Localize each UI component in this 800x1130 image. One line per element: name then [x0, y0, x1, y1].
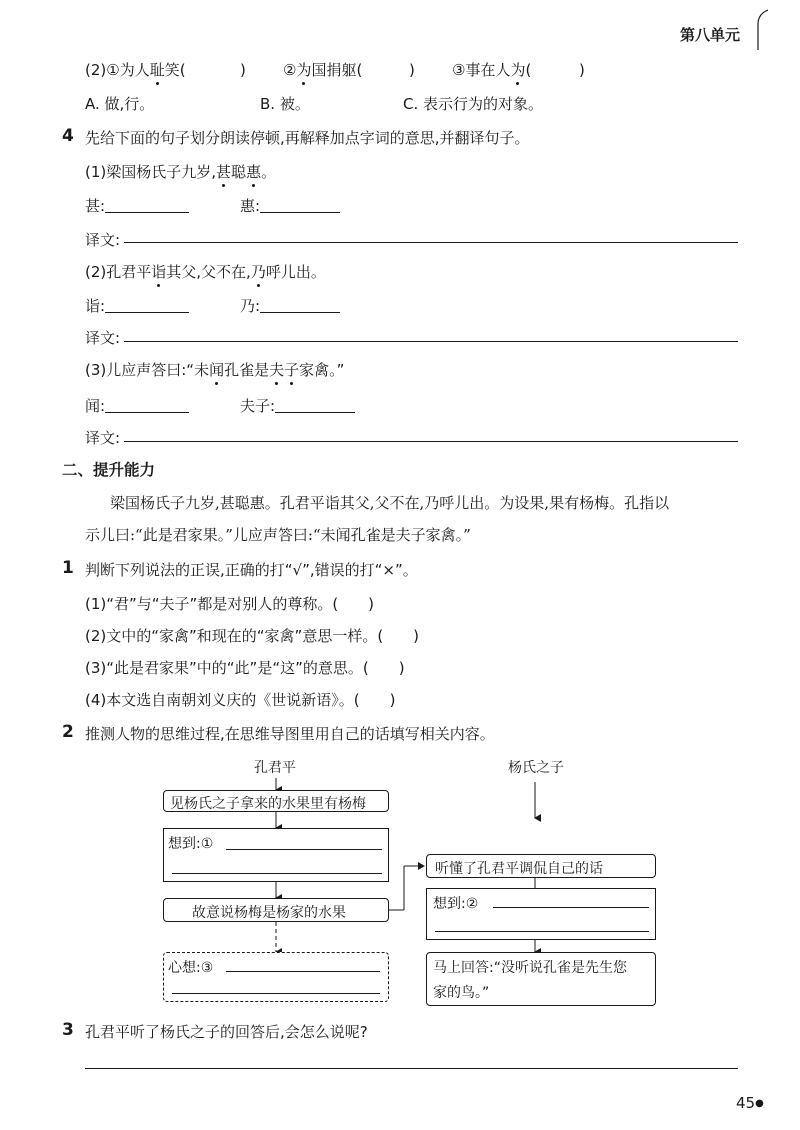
q4-s3-translation-label: 译文: [85, 429, 121, 447]
q2-number: 2 [62, 722, 74, 742]
mindmap-right-head: 杨氏之子 [508, 760, 564, 776]
q2-prompt: 推测人物的思维过程,在思维导图里用自己的话填写相关内容。 [85, 725, 495, 743]
mindmap-box-heart: 心想:③ [163, 952, 389, 1002]
q4-s2-translation-label: 译文: [85, 329, 121, 347]
q-prev-part2-close-a: ) [240, 61, 246, 79]
q4-s2-word2: 乃: [240, 296, 340, 316]
passage-line-1: 梁国杨氏子九岁,甚聪惠。孔君平诣其父,父不在,乃呼儿出。为设果,果有杨梅。孔指以 [110, 494, 670, 512]
think2-line-2[interactable] [435, 931, 649, 932]
q4-sentence-1: (1)梁国杨氏子九岁,甚聪惠。 [85, 163, 277, 181]
think2-line-1[interactable] [493, 907, 649, 908]
q1-prompt: 判断下列说法的正误,正确的打“√”,错误的打“×”。 [85, 561, 418, 579]
q4-s3-word2: 夫子: [240, 396, 355, 416]
q-prev-part2-close-b: ) [409, 61, 415, 79]
mindmap-box-see: 见杨氏之子拿来的水果里有杨梅 [163, 790, 389, 812]
q-prev-part2-c: ③事在人为( [452, 61, 532, 79]
q-prev-part2: (2)①为人耻笑( [85, 61, 186, 79]
q4-sentence-3: (3)儿应声答曰:“未闻孔雀是夫子家禽。” [85, 361, 345, 379]
q4-prompt: 先给下面的句子划分朗读停顿,再解释加点字词的意思,并翻译句子。 [85, 129, 530, 147]
mindmap-box-understand: 听懂了孔君平调侃自己的话 [426, 854, 656, 878]
passage-line-2: 示儿曰:“此是君家果。”儿应声答曰:“未闻孔雀是夫子家禽。” [85, 526, 471, 544]
q4-number: 4 [62, 126, 74, 146]
q3-number: 3 [62, 1020, 74, 1040]
q3-prompt: 孔君平听了杨氏之子的回答后,会怎么说呢? [85, 1023, 368, 1041]
q3-answer-line[interactable] [85, 1068, 738, 1069]
q4-s3-word1: 闻: [85, 396, 189, 416]
q1-number: 1 [62, 558, 74, 578]
q1-item-3: (3)“此是君家果”中的“此”是“这”的意思。( ) [85, 659, 405, 677]
q1-item-1: (1)“君”与“夫子”都是对别人的尊称。( ) [85, 595, 375, 613]
heart-line-1[interactable] [226, 971, 380, 972]
mindmap-box-think2: 想到:② [426, 888, 656, 940]
q4-s1-word2: 惠: [240, 196, 340, 216]
q4-s1-translation-label: 译文: [85, 231, 121, 249]
page-number: 45● [736, 1094, 764, 1112]
mindmap-box-say: 故意说杨梅是杨家的水果 [163, 898, 389, 922]
heart-line-2[interactable] [172, 993, 380, 994]
think1-line-1[interactable] [226, 849, 382, 850]
option-a: A. 做,行。 [85, 95, 155, 113]
option-b: B. 被。 [260, 95, 310, 113]
mindmap-left-head: 孔君平 [254, 760, 296, 776]
q4-s2-word1: 诣: [85, 296, 189, 316]
mindmap-box-answer: 马上回答:“没听说孔雀是先生您 家的鸟。” [426, 952, 656, 1006]
q-prev-part2-close-c: ) [579, 61, 585, 79]
think1-line-2[interactable] [172, 873, 382, 874]
q1-item-4: (4)本文选自南朝刘义庆的《世说新语》。( ) [85, 691, 396, 709]
option-c: C. 表示行为的对象。 [403, 95, 544, 113]
q1-item-2: (2)文中的“家禽”和现在的“家禽”意思一样。( ) [85, 627, 420, 645]
unit-title: 第八单元 [680, 26, 741, 44]
q-prev-part2-b: ②为国捐躯( [283, 61, 363, 79]
q4-sentence-2: (2)孔君平诣其父,父不在,乃呼儿出。 [85, 263, 326, 281]
mindmap-box-think1: 想到:① [163, 828, 389, 882]
section-2-title: 二、提升能力 [62, 461, 156, 479]
q4-s1-word1: 甚: [85, 196, 189, 216]
